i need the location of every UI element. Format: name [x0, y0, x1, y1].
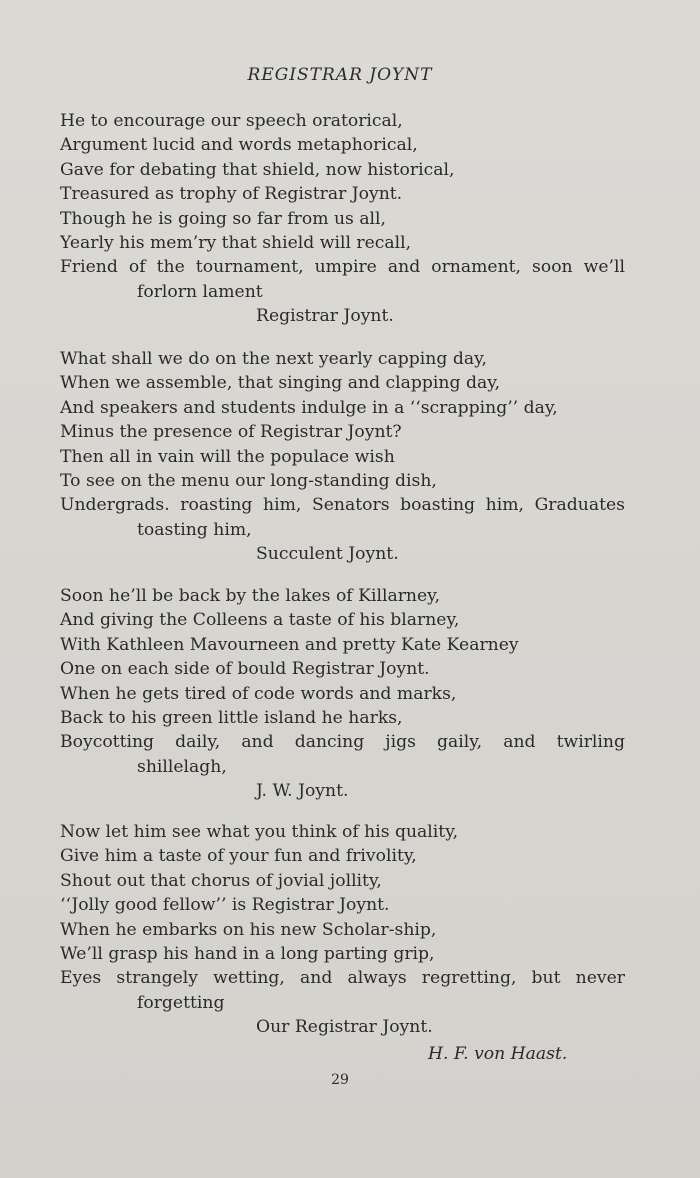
verse-line: Now let him see what you think of his quality, [60, 822, 459, 842]
verse-line-continuation: forlorn lament [137, 281, 263, 302]
verse-refrain: J. W. Joynt. [256, 781, 349, 802]
verse-line: Give him a taste of your fun and frivolity, [60, 846, 417, 867]
verse-refrain: Succulent Joynt. [256, 544, 399, 565]
verse-refrain: Our Registrar Joynt. [256, 1017, 433, 1038]
verse-line: Shout out that chorus of jovial jollity, [60, 870, 382, 891]
stanza-3 [60, 584, 625, 804]
verse-line: Boycotting daily, and dancing jigs gaily, and twirling [60, 732, 625, 753]
verse-line: Argument lucid and words metaphorical, [60, 135, 418, 156]
stanza-4 [60, 820, 625, 1040]
verse-line: He to encourage our speech oratorical, [60, 111, 403, 131]
verse-line: Friend of the tournament, umpire and ornament, soon we’ll [60, 257, 625, 278]
verse-line: Treasured as trophy of Registrar Joynt. [60, 184, 403, 205]
verse-line: ‘‘Jolly good fellow’’ is Registrar Joynt. [60, 895, 390, 916]
verse-line: When he gets tired of code words and marks, [60, 683, 457, 704]
page-number: 29 [331, 1072, 349, 1088]
verse-line: One on each side of bould Registrar Joynt. [60, 659, 430, 680]
verse-line: We’ll grasp his hand in a long parting grip, [60, 943, 435, 964]
verse-line: What shall we do on the next yearly capping day, [60, 349, 487, 369]
verse-line: With Kathleen Mavourneen and pretty Kate Kearney [60, 634, 519, 655]
verse-line: Gave for debating that shield, now historical, [60, 159, 455, 180]
verse-line: Then all in vain will the populace wish [60, 446, 395, 467]
running-head: REGISTRAR JOYNT [247, 65, 433, 85]
verse-line: Back to his green little island he harks, [60, 707, 403, 728]
verse-line: And speakers and students indulge in a ‘‘scrapping’’ day, [60, 397, 558, 418]
verse-line-continuation: toasting him, [137, 519, 252, 540]
stanza-2 [60, 347, 625, 567]
verse-line: Undergrads. roasting him, Senators boasting him, Graduates [60, 495, 625, 516]
verse-line: Yearly his mem’ry that shield will recall, [60, 232, 412, 253]
verse-line: Eyes strangely wetting, and always regretting, but never [60, 968, 625, 989]
verse-line: And giving the Colleens a taste of his blarney, [60, 610, 460, 631]
verse-line-continuation: shillelagh, [137, 756, 227, 777]
verse-line: When we assemble, that singing and clapping day, [60, 373, 501, 394]
verse-line-continuation: forgetting [137, 992, 225, 1013]
verse-line: To see on the menu our long-standing dish, [60, 470, 437, 491]
verse-line: Minus the presence of Registrar Joynt? [60, 422, 402, 443]
verse-line: When he embarks on his new Scholar-ship, [60, 919, 437, 940]
verse-line: Soon he’ll be back by the lakes of Killarney, [60, 586, 441, 606]
stanza-1 [60, 109, 625, 329]
verse-refrain: Registrar Joynt. [256, 306, 394, 327]
author-signature: H. F. von Haast. [428, 1044, 568, 1064]
verse-line: Though he is going so far from us all, [60, 208, 387, 229]
